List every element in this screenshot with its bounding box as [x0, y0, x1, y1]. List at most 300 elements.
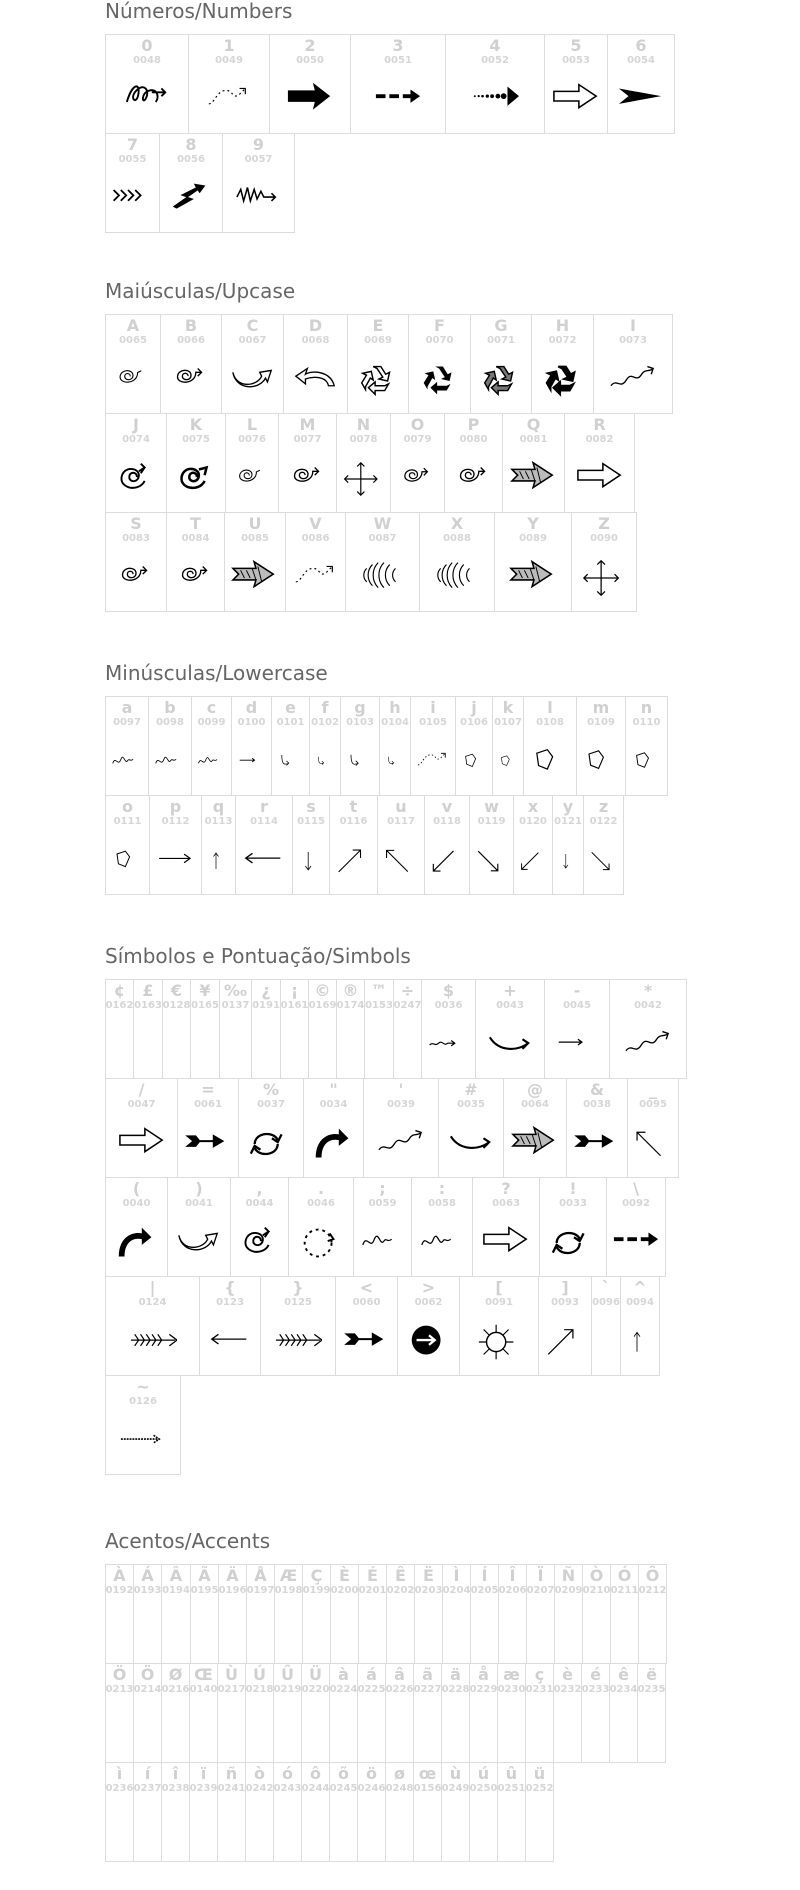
- glyph-preview: [195, 1012, 215, 1078]
- glyph-cell[interactable]: [553, 1663, 582, 1763]
- glyph-code: 0042: [634, 1000, 662, 1011]
- glyph-cell[interactable]: [105, 512, 167, 612]
- glyph-cell[interactable]: [441, 1663, 470, 1763]
- cycle-arrows-icon: [247, 1124, 295, 1164]
- glyph-cell[interactable]: [190, 979, 220, 1079]
- zigzag-arrow-icon: [235, 179, 283, 219]
- glyph-cell[interactable]: [523, 696, 577, 796]
- glyph-cell[interactable]: [166, 413, 226, 513]
- glyph-cell[interactable]: [230, 1177, 289, 1277]
- glyph-cell[interactable]: [288, 1177, 354, 1277]
- glyph-code: 0104: [381, 717, 409, 728]
- glyph-cell[interactable]: [397, 1276, 460, 1376]
- glyph-cell[interactable]: [189, 1663, 218, 1763]
- glyph-code: 0242: [245, 1783, 274, 1794]
- glyph-code: 0035: [457, 1099, 485, 1110]
- glyph-cell[interactable]: [285, 512, 346, 612]
- glyph-code: 0224: [329, 1684, 358, 1695]
- glyph-row: [105, 1375, 686, 1474]
- glyph-row: [105, 795, 667, 894]
- glyph-character: J: [133, 415, 139, 434]
- glyph-cell[interactable]: [609, 979, 687, 1079]
- glyph-character: Ú: [253, 1665, 266, 1684]
- glyph-code: 0114: [250, 816, 278, 827]
- glyph-cell[interactable]: [221, 314, 284, 414]
- glyph-cell[interactable]: [357, 1663, 386, 1763]
- feather-arrow-icon: [343, 1322, 391, 1362]
- glyph-cell[interactable]: [459, 1276, 539, 1376]
- glyph-cell[interactable]: [385, 1762, 414, 1862]
- glyph-cell[interactable]: [413, 1762, 442, 1862]
- glyph-cell[interactable]: [531, 314, 594, 414]
- glyph-character: ¢: [113, 981, 126, 1000]
- glyph-cell[interactable]: [554, 1564, 583, 1664]
- glyph-cell[interactable]: [105, 1762, 134, 1862]
- glyph-row: [105, 979, 686, 1078]
- recycle-outline-icon: [354, 360, 402, 400]
- glyph-cell[interactable]: [217, 1762, 246, 1862]
- glyph-cell[interactable]: [393, 979, 422, 1079]
- glyph-code: 0041: [185, 1198, 213, 1209]
- glyph-cell[interactable]: [357, 1762, 386, 1862]
- glyph-cell[interactable]: [133, 1564, 162, 1664]
- glyph-cell[interactable]: [105, 1564, 134, 1664]
- glyph-character: _: [649, 1080, 657, 1099]
- glyph-cell[interactable]: [161, 1762, 190, 1862]
- glyph-code: 0055: [118, 154, 147, 165]
- glyph-cell[interactable]: [455, 696, 493, 796]
- glyph-cell[interactable]: [503, 1078, 567, 1178]
- glyph-character: Œ: [194, 1665, 213, 1684]
- glyph-cell[interactable]: [552, 795, 584, 895]
- arrow-up-icon: [206, 841, 231, 881]
- glyph-cell[interactable]: [278, 413, 337, 513]
- glyph-cell[interactable]: [620, 1276, 660, 1376]
- glyph-cell[interactable]: [292, 795, 330, 895]
- glyph-code: 0075: [182, 434, 210, 445]
- sun-arrows-icon: [475, 1322, 523, 1362]
- glyph-code: 0113: [204, 816, 233, 827]
- glyph-code: 0064: [521, 1099, 549, 1110]
- glyph-cell[interactable]: [329, 795, 378, 895]
- glyph-cell[interactable]: [280, 979, 309, 1079]
- dashed-arrow-icon: [612, 1223, 660, 1263]
- glyph-code: 0195: [190, 1585, 219, 1596]
- glyph-cell[interactable]: [148, 696, 192, 796]
- glyph-cell[interactable]: [583, 795, 624, 895]
- glyph-code: 0057: [244, 154, 273, 165]
- glyph-row: [105, 1564, 666, 1663]
- glyph-cell[interactable]: [133, 1663, 162, 1763]
- glyph-cell[interactable]: [273, 1762, 302, 1862]
- glyph-cell[interactable]: [231, 696, 272, 796]
- glyph-character: Ë: [423, 1566, 434, 1585]
- glyph-cell[interactable]: [571, 512, 637, 612]
- glyph-preview: [194, 1795, 213, 1861]
- glyph-character: 7: [126, 135, 139, 154]
- glyph-cell[interactable]: [336, 413, 391, 513]
- glyph-cell[interactable]: [414, 1564, 443, 1664]
- glyph-character: œ: [418, 1764, 437, 1783]
- glyph-cell[interactable]: [513, 795, 553, 895]
- glyph-cell[interactable]: [199, 1276, 261, 1376]
- glyph-cell[interactable]: [273, 1663, 302, 1763]
- glyph-code: 0090: [590, 533, 618, 544]
- glyph-cell[interactable]: [377, 795, 425, 895]
- glyph-cell[interactable]: [308, 979, 337, 1079]
- glyph-cell[interactable]: [105, 133, 160, 233]
- glyph-character: Ê: [395, 1566, 406, 1585]
- glyph-preview: [288, 347, 343, 413]
- glyph-cell[interactable]: [385, 1663, 414, 1763]
- glyph-code: 0045: [563, 1000, 591, 1011]
- glyph-cell[interactable]: [627, 1078, 679, 1178]
- leaf-icon: [528, 742, 572, 782]
- glyph-preview: [557, 828, 579, 894]
- glyph-cell[interactable]: [353, 1177, 412, 1277]
- glyph-cell[interactable]: [330, 1564, 359, 1664]
- glyph-cell[interactable]: [149, 795, 202, 895]
- curved-up-arrow-icon: [310, 1124, 358, 1164]
- glyph-code: 0161: [280, 1000, 309, 1011]
- glyph-cell[interactable]: [413, 1663, 442, 1763]
- glyph-cell[interactable]: [581, 1663, 610, 1763]
- glyph-code: 0234: [609, 1684, 638, 1695]
- glyph-cell[interactable]: [364, 979, 394, 1079]
- glyph-cell[interactable]: [191, 696, 232, 796]
- glyph-cell[interactable]: [105, 795, 150, 895]
- glyph-cell[interactable]: [444, 413, 503, 513]
- glyph-cell[interactable]: [161, 1663, 190, 1763]
- glyph-cell[interactable]: [188, 34, 270, 134]
- glyph-cell[interactable]: [625, 696, 668, 796]
- glyph-character: Û: [281, 1665, 294, 1684]
- glyph-cell[interactable]: [329, 1762, 358, 1862]
- glyph-character: ö: [366, 1764, 377, 1783]
- glyph-character: n: [640, 698, 653, 717]
- glyph-character: î: [172, 1764, 179, 1783]
- glyph-cell[interactable]: [225, 413, 279, 513]
- glyph-cell[interactable]: [494, 512, 572, 612]
- glyph-code: 0068: [301, 335, 330, 346]
- glyph-preview: [138, 1795, 157, 1861]
- glyph-cell[interactable]: [133, 979, 163, 1079]
- glyph-cell[interactable]: [222, 133, 295, 233]
- glyph-cell[interactable]: [544, 979, 610, 1079]
- glyph-character: Á: [141, 1566, 154, 1585]
- glyph-cell[interactable]: [582, 1564, 611, 1664]
- glyph-cell[interactable]: [301, 1663, 330, 1763]
- small-spiral-icon: [110, 360, 156, 400]
- glyph-cell[interactable]: [133, 1762, 162, 1862]
- glyph-cell[interactable]: [335, 1276, 398, 1376]
- glyph-character: 1: [223, 36, 235, 55]
- glyph-cell[interactable]: [336, 979, 365, 1079]
- glyph-code: 0230: [497, 1684, 526, 1695]
- glyph-section: [105, 662, 667, 894]
- glyph-cell[interactable]: [190, 1564, 219, 1664]
- glyph-cell[interactable]: [544, 34, 608, 134]
- glyph-cell[interactable]: [576, 696, 626, 796]
- glyph-cell[interactable]: [526, 1564, 555, 1664]
- glyph-code: 0048: [133, 55, 161, 66]
- glyph-cell[interactable]: [271, 696, 310, 796]
- glyph-cell[interactable]: [442, 1564, 471, 1664]
- lightning-arrow-icon: [167, 179, 215, 219]
- glyph-cell[interactable]: [390, 413, 445, 513]
- curved-arrow-icon: [486, 1025, 534, 1065]
- glyph-cell[interactable]: [201, 795, 236, 895]
- glyph-cell[interactable]: [246, 1564, 275, 1664]
- glyph-preview: [279, 1597, 298, 1663]
- glyph-preview: [477, 1210, 535, 1276]
- glyph-cell[interactable]: [498, 1564, 527, 1664]
- glyph-code: 0233: [581, 1684, 610, 1695]
- glyph-cell[interactable]: [593, 314, 673, 414]
- glyph-character: Ò: [589, 1566, 604, 1585]
- glyph-cell[interactable]: [159, 133, 223, 233]
- glyph-cell[interactable]: [301, 1762, 330, 1862]
- hatched-arrow-icon: [231, 558, 279, 598]
- glyph-character: *: [643, 981, 653, 1000]
- glyph-preview: [110, 1012, 129, 1078]
- glyph-character: ©: [314, 981, 331, 1000]
- glyph-character: ó: [282, 1764, 293, 1783]
- glyph-cell[interactable]: [177, 1078, 239, 1178]
- glyph-cell[interactable]: [219, 979, 252, 1079]
- glyph-code: 0126: [129, 1396, 157, 1407]
- glyph-code: 0248: [385, 1783, 414, 1794]
- glyph-character: 5: [570, 36, 582, 55]
- glyph-cell[interactable]: [105, 314, 161, 414]
- glyph-character: e: [285, 698, 296, 717]
- glyph-cell[interactable]: [105, 1078, 178, 1178]
- glyph-preview: [460, 729, 488, 795]
- glyph-character: ®: [342, 981, 359, 1000]
- glyph-code: 0201: [358, 1585, 387, 1596]
- glyph-row: [105, 1078, 686, 1177]
- glyph-cell[interactable]: [105, 1663, 134, 1763]
- glyph-preview: [110, 545, 162, 611]
- glyph-cell[interactable]: [345, 512, 420, 612]
- glyph-cell[interactable]: [105, 979, 134, 1079]
- glyph-code: 0174: [336, 1000, 365, 1011]
- glyph-preview: [612, 67, 670, 133]
- glyph-preview: [171, 545, 220, 611]
- glyph-cell[interactable]: [637, 1663, 666, 1763]
- glyph-cell[interactable]: [105, 1276, 200, 1376]
- glyph-cell[interactable]: [408, 314, 471, 414]
- glyph-cell[interactable]: [309, 696, 341, 796]
- arrow-left-icon: [240, 841, 288, 881]
- glyph-code: 0213: [105, 1684, 134, 1695]
- glyph-cell[interactable]: [224, 512, 286, 612]
- glyph-cell[interactable]: [347, 314, 409, 414]
- arrow-down-left-icon: [429, 841, 465, 881]
- glyph-cell[interactable]: [497, 1663, 526, 1763]
- glyph-preview: [475, 347, 527, 413]
- glyph-cell[interactable]: [538, 1276, 592, 1376]
- glyph-code: 0098: [156, 717, 184, 728]
- chevrons-icon: [110, 179, 155, 219]
- glyph-cell[interactable]: [217, 1663, 246, 1763]
- glyph-cell[interactable]: [363, 1078, 439, 1178]
- glyph-code: 0095: [639, 1099, 667, 1110]
- glyph-cell[interactable]: [302, 1564, 331, 1664]
- glyph-preview: [226, 347, 279, 413]
- glyph-preview: [643, 1597, 662, 1663]
- glyph-cell[interactable]: [350, 34, 446, 134]
- glyph-cell[interactable]: [609, 1663, 638, 1763]
- glyph-code: 0037: [257, 1099, 285, 1110]
- glyph-cell[interactable]: [283, 314, 348, 414]
- glyph-preview: [341, 1012, 360, 1078]
- glyph-cell[interactable]: [386, 1564, 415, 1664]
- glyph-cell[interactable]: [539, 1177, 607, 1277]
- glyph-code: 0211: [610, 1585, 639, 1596]
- glyph-cell[interactable]: [419, 512, 495, 612]
- glyph-cell[interactable]: [105, 1177, 168, 1277]
- glyph-cell[interactable]: [160, 314, 222, 414]
- glyph-preview: [536, 347, 589, 413]
- glyph-cell[interactable]: [105, 34, 189, 134]
- glyph-character: ': [398, 1080, 404, 1099]
- glyph-cell[interactable]: [358, 1564, 387, 1664]
- glyph-cell[interactable]: [167, 1177, 231, 1277]
- glyph-cell[interactable]: [105, 413, 167, 513]
- glyph-cell[interactable]: [105, 696, 149, 796]
- glyph-cell[interactable]: [492, 696, 524, 796]
- glyph-preview: [110, 1408, 176, 1474]
- glyph-cell[interactable]: [525, 1663, 554, 1763]
- glyph-character: Î: [509, 1566, 516, 1585]
- glyph-cell[interactable]: [235, 795, 293, 895]
- curved-arrow-icon: [447, 1124, 495, 1164]
- glyph-cell[interactable]: [274, 1564, 303, 1664]
- glyph-cell[interactable]: [303, 1078, 364, 1178]
- glyph-character: l: [547, 698, 553, 717]
- glyph-cell[interactable]: [269, 34, 351, 134]
- glyph-preview: [138, 1597, 157, 1663]
- glyph-code: 0081: [519, 434, 548, 445]
- glyph-cell[interactable]: [379, 696, 411, 796]
- glyph-cell[interactable]: [329, 1663, 358, 1763]
- glyph-cell[interactable]: [245, 1663, 274, 1763]
- spiral-icon: [284, 459, 332, 499]
- glyph-cell[interactable]: [105, 1375, 181, 1475]
- glyph-cell[interactable]: [497, 1762, 526, 1862]
- glyph-preview: [235, 1210, 284, 1276]
- glyph-cell[interactable]: [441, 1762, 470, 1862]
- glyph-code: 0110: [632, 717, 661, 728]
- glyph-row: [105, 314, 672, 413]
- glyph-cell[interactable]: [445, 34, 545, 134]
- glyph-preview: [313, 1012, 332, 1078]
- glyph-cell[interactable]: [564, 413, 635, 513]
- glyph-cell[interactable]: [607, 34, 675, 134]
- glyph-preview: [598, 347, 668, 413]
- glyph-preview: [499, 545, 567, 611]
- glyph-cell[interactable]: [260, 1276, 336, 1376]
- glyph-cell[interactable]: [469, 1663, 498, 1763]
- glyph-character: :: [438, 1179, 446, 1198]
- glyph-code: 0106: [460, 717, 488, 728]
- glyph-cell[interactable]: [438, 1078, 504, 1178]
- glyph-section: [105, 280, 672, 611]
- glyph-cell[interactable]: [638, 1564, 667, 1664]
- glyph-cell[interactable]: [238, 1078, 304, 1178]
- glyph-cell[interactable]: [340, 696, 380, 796]
- glyph-cell[interactable]: [410, 696, 456, 796]
- glyph-code: 0163: [134, 1000, 162, 1011]
- glyph-code: 0084: [181, 533, 210, 544]
- glyph-cell[interactable]: [411, 1177, 473, 1277]
- glyph-preview: [416, 1210, 468, 1276]
- recycle-solid-icon: [416, 360, 464, 400]
- glyph-character: =: [201, 1080, 215, 1099]
- glyph-cell[interactable]: [189, 1762, 218, 1862]
- glyph-preview: [611, 1210, 661, 1276]
- glyph-cell[interactable]: [421, 979, 476, 1079]
- glyph-cell[interactable]: [470, 1564, 499, 1664]
- glyph-cell[interactable]: [251, 979, 281, 1079]
- glyph-cell[interactable]: [591, 1276, 621, 1376]
- glyph-code: 0066: [177, 335, 205, 346]
- glyph-character: \: [633, 1179, 639, 1198]
- dotted-bold-arrow-icon: [471, 80, 519, 120]
- glyph-cell[interactable]: [245, 1762, 274, 1862]
- glyph-cell[interactable]: [469, 1762, 498, 1862]
- glyph-cell[interactable]: [610, 1564, 639, 1664]
- spiral-icon: [172, 558, 220, 598]
- glyph-code: 0124: [138, 1297, 167, 1308]
- glyph-cell[interactable]: [525, 1762, 554, 1862]
- glyph-code: 0036: [434, 1000, 463, 1011]
- glyph-preview: [507, 446, 560, 512]
- glyph-cell[interactable]: [218, 1564, 247, 1664]
- glyph-preview: [276, 729, 305, 795]
- glyph-cell[interactable]: [469, 795, 514, 895]
- glyph-code: 0065: [119, 335, 147, 346]
- glyph-cell[interactable]: [166, 512, 225, 612]
- glyph-character: }: [292, 1278, 304, 1297]
- glyph-cell[interactable]: [161, 1564, 191, 1664]
- glyph-code: 0033: [559, 1198, 587, 1209]
- glyph-cell[interactable]: [162, 979, 191, 1079]
- glyph-preview: [355, 67, 441, 133]
- glyph-character: ;: [379, 1179, 386, 1198]
- glyph-code: 0192: [105, 1585, 134, 1596]
- glyph-character: M: [299, 415, 316, 434]
- glyph-cell[interactable]: [424, 795, 470, 895]
- glyph-code: 0235: [637, 1684, 666, 1695]
- glyph-cell[interactable]: [566, 1078, 628, 1178]
- glyph-preview: [196, 729, 227, 795]
- glyph-cell[interactable]: [606, 1177, 666, 1277]
- glyph-code: 0053: [562, 55, 590, 66]
- glyph-preview: [166, 1795, 185, 1861]
- glyph-preview: [586, 1696, 605, 1762]
- glyph-cell[interactable]: [470, 314, 532, 414]
- glyph-cell[interactable]: [472, 1177, 540, 1277]
- glyph-cell[interactable]: [475, 979, 545, 1079]
- glyph-cell[interactable]: [502, 413, 565, 513]
- wavy-arrow-icon: [624, 1025, 672, 1065]
- glyph-character: ¡: [290, 981, 299, 1000]
- glyph-code: 0121: [554, 816, 582, 827]
- feather-arrow-icon: [184, 1124, 232, 1164]
- glyph-character: x: [527, 797, 539, 816]
